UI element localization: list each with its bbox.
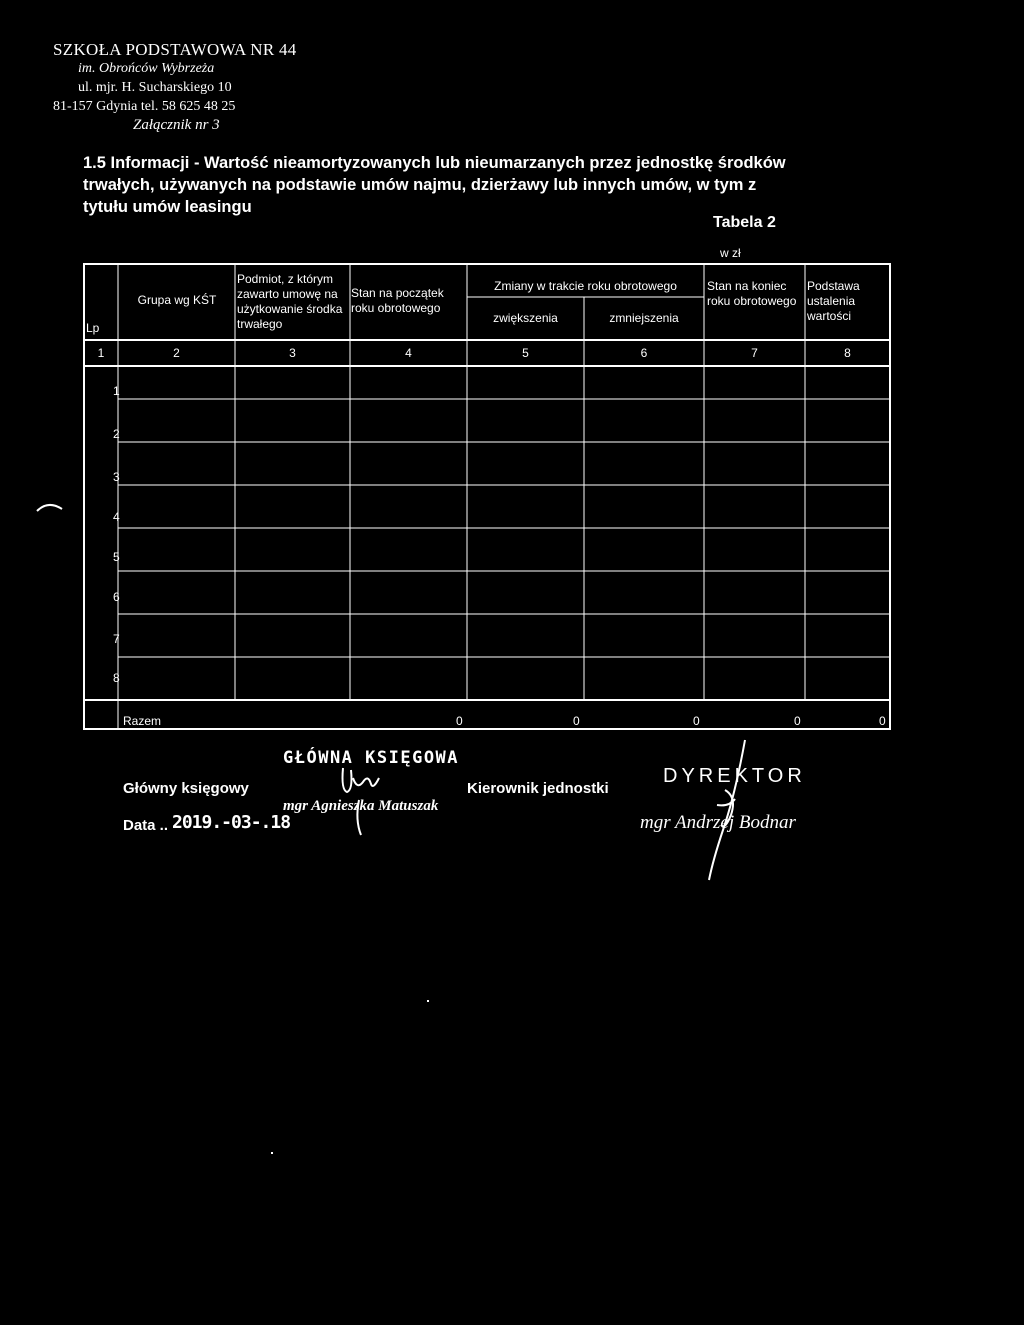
- chief-accountant-stamp-title: GŁÓWNA KSIĘGOWA: [283, 748, 460, 768]
- scan-artifact: [34, 500, 68, 514]
- date-value: 2019.-03-.18: [172, 812, 291, 833]
- currency-unit: w zł: [720, 246, 741, 260]
- col-number-4: 4: [405, 346, 412, 360]
- header-lp: Lp: [86, 321, 100, 335]
- table-grid: [83, 263, 891, 730]
- col-number-1: 1: [97, 346, 105, 360]
- row-number-3: 3: [113, 470, 120, 484]
- col-number-6: 6: [640, 346, 648, 360]
- chief-accountant-name: mgr Agnieszka Matuszak: [283, 798, 439, 814]
- chief-accountant-label: Główny księgowy: [123, 780, 249, 797]
- header-stan-poczatek: Stan na początek roku obrotowego: [351, 286, 444, 315]
- row-number-4: 4: [113, 510, 120, 524]
- col-number-7: 7: [751, 346, 758, 360]
- director-name: mgr Andrzej Bodnar: [640, 812, 796, 833]
- stamp-street: ul. mjr. H. Sucharskiego 10: [78, 80, 232, 95]
- total-value: 0: [693, 714, 700, 728]
- header-grupa: Grupa wg KŚT: [137, 293, 217, 307]
- director-signature: [695, 735, 765, 885]
- header-podstawa: Podstawa ustalenia wartości: [807, 279, 860, 323]
- director-label: Kierownik jednostki: [467, 780, 609, 797]
- header-zmiany: Zmiany w trakcie roku obrotowego: [494, 279, 677, 293]
- stamp-school-name: SZKOŁA PODSTAWOWA NR 44: [53, 40, 297, 59]
- section-heading: 1.5 Informacji - Wartość nieamortyzowanych lub nieumarzanych przez jednostkę środków trwałych, używanych na podstawie umów najmu, dzierżawy lub innych umów, w tym z tytułu umów leasingu: [83, 154, 786, 216]
- scan-speck: [271, 1152, 273, 1154]
- director-stamp-title: DYREKTOR: [663, 765, 806, 787]
- header-stan-koniec: Stan na koniec roku obrotowego: [707, 279, 797, 308]
- row-number-7: 7: [113, 632, 120, 646]
- row-number-5: 5: [113, 550, 120, 564]
- date-label: Data ..: [123, 817, 169, 834]
- col-number-2: 2: [173, 346, 180, 360]
- stamp-patron: im. Obrońców Wybrzeża: [78, 61, 215, 76]
- total-value: 0: [573, 714, 580, 728]
- header-zwiekszenia: zwiększenia: [493, 311, 558, 325]
- col-number-5: 5: [522, 346, 529, 360]
- scan-speck: [427, 1000, 429, 1002]
- stamp-city-phone: 81-157 Gdynia tel. 58 625 48 25: [53, 99, 236, 114]
- data-table: [83, 263, 891, 730]
- col-number-8: 8: [844, 346, 851, 360]
- total-value: 0: [456, 714, 463, 728]
- total-value: 0: [879, 714, 886, 728]
- header-podmiot: Podmiot, z którym zawarto umowę na użytkowanie środka trwałego: [237, 272, 343, 331]
- table-title: Tabela 2: [713, 214, 776, 231]
- row-number-2: 2: [113, 427, 120, 441]
- total-value: 0: [794, 714, 801, 728]
- row-number-8: 8: [113, 671, 120, 685]
- school-stamp: [53, 40, 297, 135]
- row-number-1: 1: [113, 384, 120, 398]
- attachment-label: Załącznik nr 3: [133, 117, 220, 133]
- col-number-3: 3: [289, 346, 296, 360]
- total-label: Razem: [123, 714, 162, 728]
- header-zmniejszenia: zmniejszenia: [609, 311, 679, 325]
- chief-accountant-signature: [335, 760, 395, 840]
- row-number-6: 6: [113, 590, 120, 604]
